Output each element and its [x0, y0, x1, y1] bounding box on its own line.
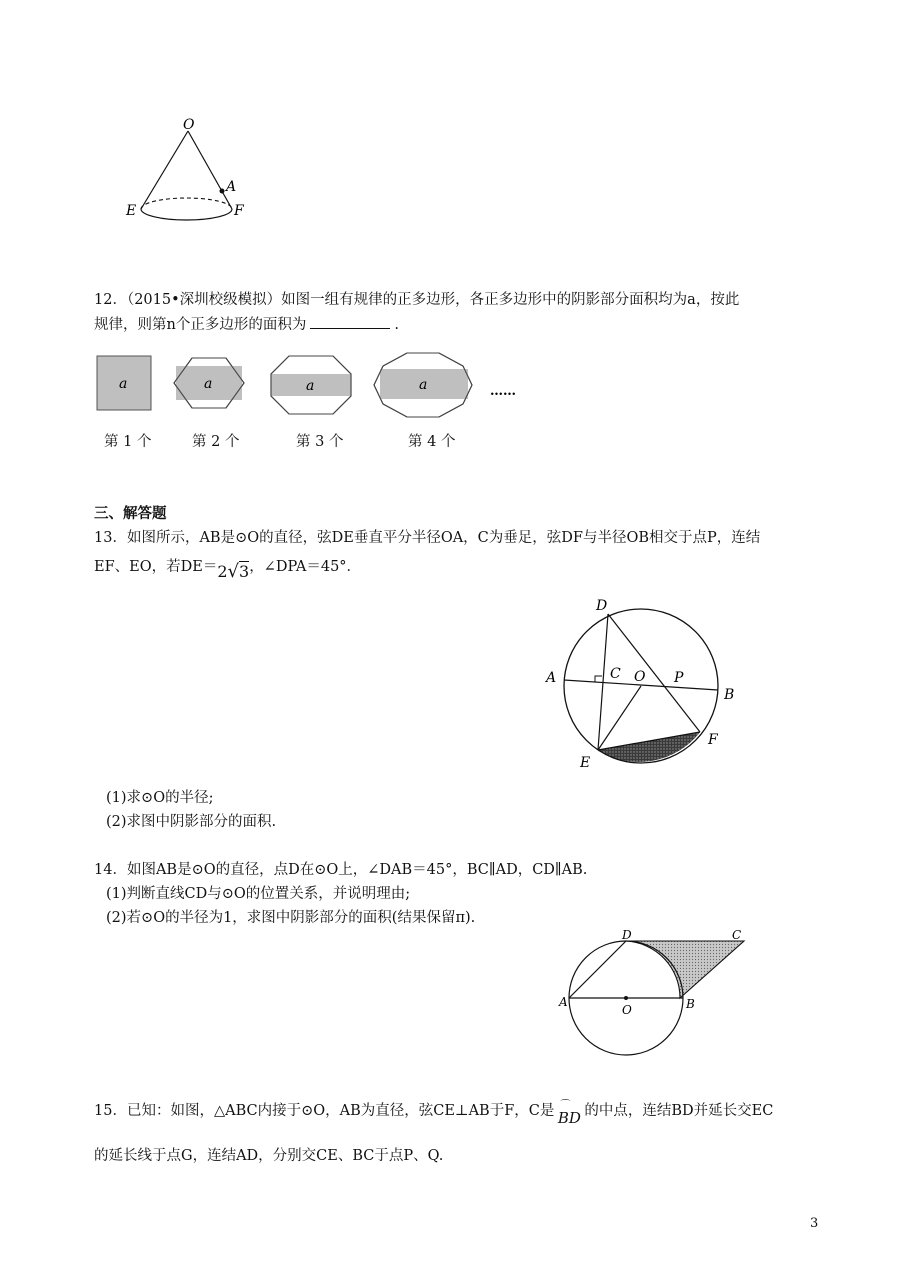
q15-text1a: 15．已知：如图，△ABC内接于⊙O，AB为直径，弦CE⊥AB于F，C是 [94, 1103, 555, 1119]
q12-text2a: 规律，则第n个正多边形的面积为 [94, 317, 307, 333]
q14-line1: 14．如图AB是⊙O的直径，点D在⊙O上，∠DAB＝45°，BC∥AD，CD∥AB. [94, 862, 588, 878]
q12-answer-blank [310, 314, 390, 329]
caption-2: 第 2 个 [192, 434, 240, 450]
q12-polygons [94, 350, 534, 420]
q13-line1: 13．如图所示，AB是⊙O的直径，弦DE垂直平分半径OA，C为垂足，弦DF与半径OB相交于点P，连结 [94, 530, 761, 546]
q13-circle-figure [540, 592, 740, 772]
q13-label-a: A [546, 670, 557, 686]
q13-line2 [94, 556, 362, 582]
q12-line1 [94, 290, 739, 310]
q13-label-f: F [708, 732, 718, 748]
q13-text2b: ，∠DPA＝45°． [249, 559, 362, 575]
page-number: 3 [810, 1216, 819, 1231]
q14-sub1: (1)判断直线CD与⊙O的位置关系，并说明理由; [106, 886, 411, 902]
q13-label-d: D [596, 598, 608, 614]
q15-text1b: 的中点，连结BD并延长交EC [584, 1103, 774, 1119]
cone-label-e: E [126, 203, 137, 219]
cone-label-o: O [183, 117, 195, 133]
q12-line2 [94, 314, 399, 335]
caption-3: 第 3 个 [296, 434, 344, 450]
q12-source: （2015•深圳校级模拟） [126, 292, 282, 308]
caption-1: 第 1 个 [104, 434, 152, 450]
cone-label-f: F [234, 203, 244, 219]
q13-label-e: E [580, 755, 591, 771]
shape4-label: a [419, 377, 428, 393]
q15-arc-label: BD [557, 1109, 581, 1127]
q14-label-d: D [622, 928, 632, 942]
q12-text2b: . [394, 317, 399, 333]
cone-figure [120, 115, 260, 230]
q13-label-c: C [610, 666, 621, 682]
q14-circle-figure [556, 928, 756, 1058]
q14-sub2: (2)若⊙O的半径为1，求图中阴影部分的面积(结果保留π). [106, 910, 476, 926]
q13-de-coef: 2 [217, 562, 228, 581]
caption-4: 第 4 个 [408, 434, 456, 450]
q15-line2: 的延长线于点G，连结AD，分别交CE、BC于点P、Q. [94, 1148, 444, 1164]
q15-arc: ⌒ BD [557, 1100, 581, 1127]
shape1-label: a [119, 376, 128, 392]
shape2-label: a [204, 376, 213, 392]
q14-label-a: A [559, 995, 568, 1009]
q12-text1: 如图一组有规律的正多边形，各正多边形中的阴影部分面积均为a，按此 [281, 292, 740, 308]
cone-label-a: A [226, 179, 237, 195]
q13-de-value: 2√3 [217, 561, 250, 582]
q13-label-p: P [674, 670, 684, 686]
q13-de-radicand: 3 [239, 562, 250, 581]
q15-line1 [94, 1100, 774, 1127]
q13-sub2: (2)求图中阴影部分的面积. [106, 814, 277, 830]
q14-label-c: C [732, 928, 742, 942]
q12-ellipsis: …… [490, 384, 516, 399]
q13-sub1: (1)求⊙O的半径; [106, 790, 214, 806]
q14-label-o: O [622, 1003, 632, 1017]
section-title: 三、解答题 [94, 505, 167, 522]
q12-number: 12． [94, 292, 127, 308]
q13-label-o: O [634, 669, 646, 685]
shape3-label: a [306, 378, 315, 394]
q14-label-b: B [686, 997, 695, 1011]
q13-text2a: EF、EO，若DE＝ [94, 559, 218, 575]
q13-label-b: B [724, 687, 735, 703]
